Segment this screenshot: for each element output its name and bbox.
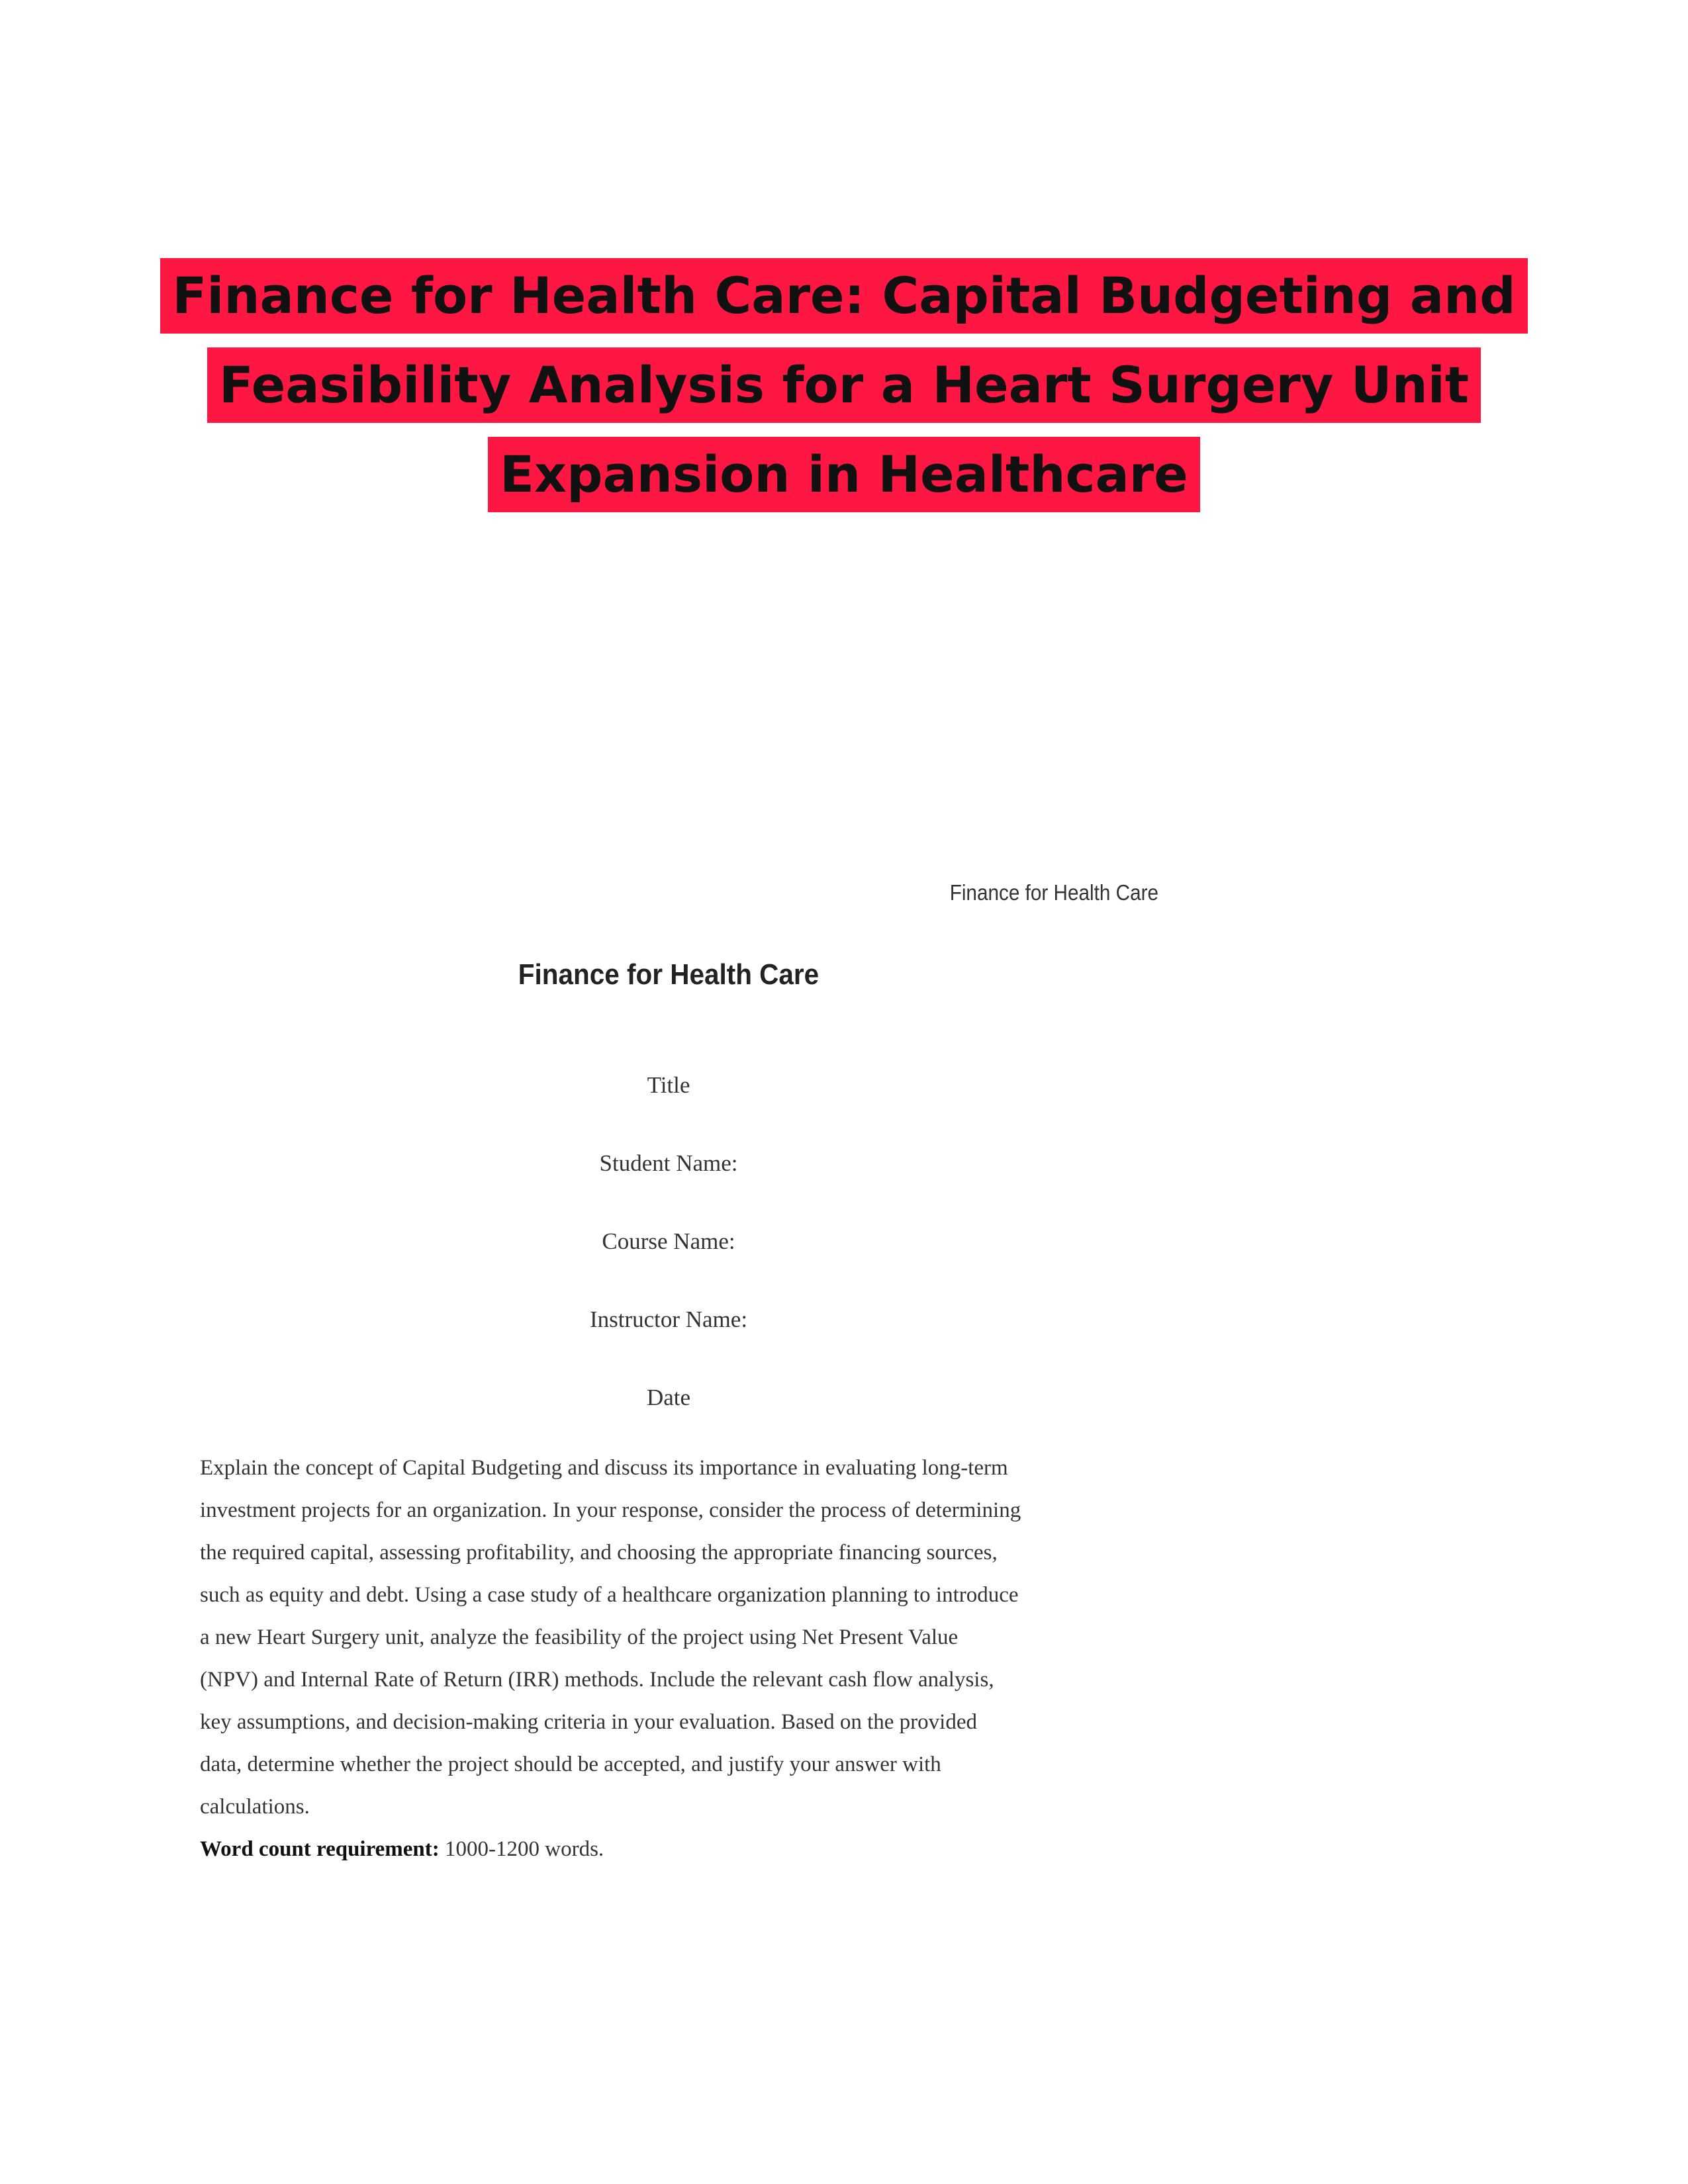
prompt-line: investment projects for an organization. In your response, consider the process of determining — [200, 1498, 1021, 1522]
field-instructor-name: Instructor Name: — [589, 1306, 748, 1332]
title-page-fields — [192, 1072, 1145, 1463]
prompt-line: calculations. — [200, 1795, 310, 1819]
title-line-2 — [0, 347, 1688, 437]
word-count-label: Word count requirement: — [200, 1837, 440, 1861]
field-course-name: Course Name: — [602, 1228, 735, 1254]
assignment-preview — [192, 860, 1158, 1919]
field-student-name: Student Name: — [599, 1150, 738, 1176]
field-title: Title — [647, 1072, 690, 1098]
title-text-1: Finance for Health Care: Capital Budgeting and — [160, 258, 1527, 334]
prompt-line: data, determine whether the project should be accepted, and justify your answer with — [200, 1752, 941, 1776]
prompt-line: key assumptions, and decision-making criteria in your evaluation. Based on the provided — [200, 1710, 977, 1734]
word-count-requirement — [200, 1836, 1153, 1862]
field-date: Date — [646, 1385, 691, 1410]
prompt-line: the required capital, assessing profitability, and choosing the appropriate financing sources, — [200, 1541, 998, 1565]
word-count-value: 1000-1200 words. — [439, 1837, 604, 1861]
title-text-2: Feasibility Analysis for a Heart Surgery Unit — [207, 347, 1481, 423]
preview-heading: Finance for Health Care — [518, 958, 820, 991]
document-title — [0, 258, 1688, 526]
running-head: Finance for Health Care — [949, 880, 1158, 905]
assignment-prompt — [200, 1455, 1153, 1862]
prompt-line: a new Heart Surgery unit, analyze the feasibility of the project using Net Present Value — [200, 1625, 959, 1649]
title-line-3 — [0, 437, 1688, 526]
title-text-3: Expansion in Healthcare — [488, 437, 1200, 512]
prompt-line: Explain the concept of Capital Budgeting and discuss its importance in evaluating long-term — [200, 1456, 1008, 1480]
prompt-line: (NPV) and Internal Rate of Return (IRR) methods. Include the relevant cash flow analysis, — [200, 1668, 994, 1692]
title-line-1 — [0, 258, 1688, 347]
prompt-line: such as equity and debt. Using a case study of a healthcare organization planning to introduce — [200, 1583, 1019, 1607]
